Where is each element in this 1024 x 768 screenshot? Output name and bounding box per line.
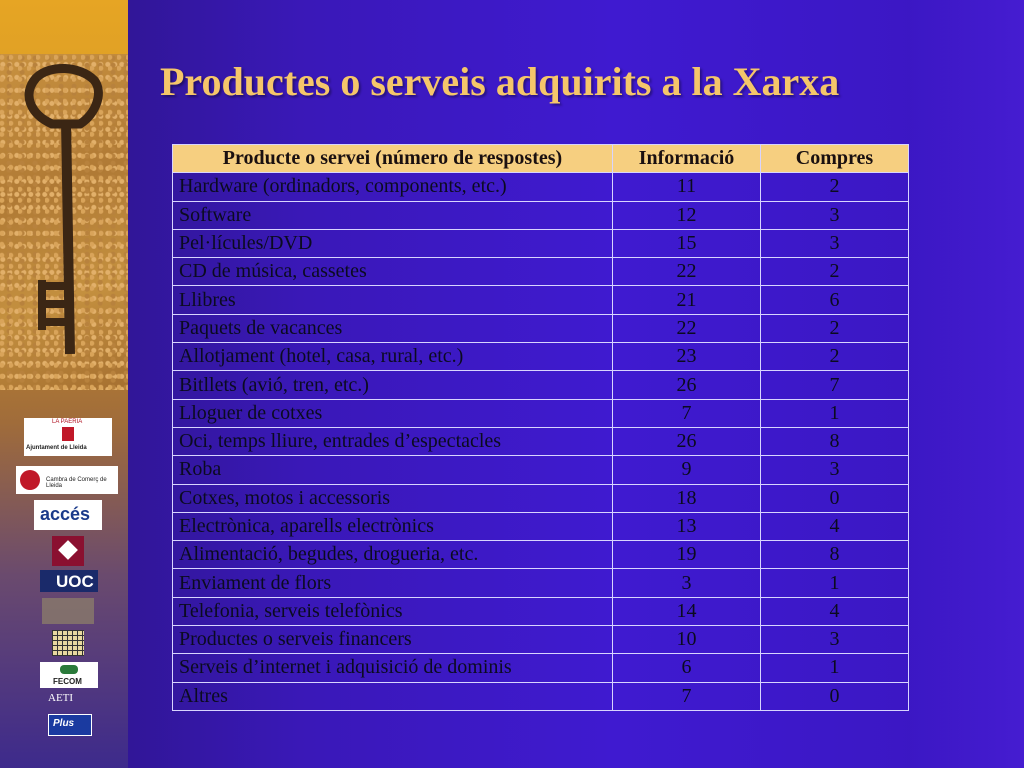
- table-row: [173, 201, 909, 229]
- header-informacio: Informació: [613, 145, 761, 173]
- informacio-cell: 21: [613, 286, 761, 314]
- table-row: [173, 456, 909, 484]
- table-row: [173, 343, 909, 371]
- table-row: [173, 682, 909, 710]
- informacio-cell: 26: [613, 371, 761, 399]
- informacio-cell: 9: [613, 456, 761, 484]
- slide-title: Productes o serveis adquirits a la Xarxa: [160, 59, 840, 104]
- product-cell: Oci, temps lliure, entrades d’espectacles: [173, 427, 613, 455]
- table-row: [173, 371, 909, 399]
- product-cell: Pel·lícules/DVD: [173, 229, 613, 257]
- background-glow: [910, 0, 1024, 768]
- table-row: [173, 484, 909, 512]
- table-header-row: [173, 145, 909, 173]
- product-cell: Alimentació, begudes, drogueria, etc.: [173, 541, 613, 569]
- table-row: [173, 512, 909, 540]
- building-logo: [42, 598, 94, 624]
- compres-cell: 2: [761, 343, 909, 371]
- product-cell: Enviament de flors: [173, 569, 613, 597]
- informacio-cell: 22: [613, 258, 761, 286]
- product-cell: Hardware (ordinadors, components, etc.): [173, 173, 613, 201]
- compres-cell: 4: [761, 597, 909, 625]
- informacio-cell: 7: [613, 399, 761, 427]
- informacio-cell: 7: [613, 682, 761, 710]
- cambra-emblem-icon: [20, 470, 40, 490]
- uoc-logo: UOC: [40, 570, 98, 592]
- informacio-cell: 15: [613, 229, 761, 257]
- compres-cell: 4: [761, 512, 909, 540]
- crest-diamond-icon: [58, 540, 78, 560]
- product-cell: Altres: [173, 682, 613, 710]
- products-table: [172, 144, 909, 711]
- product-cell: Lloguer de cotxes: [173, 399, 613, 427]
- table-row: [173, 314, 909, 342]
- table-row: [173, 626, 909, 654]
- compres-cell: 1: [761, 654, 909, 682]
- product-cell: Bitllets (avió, tren, etc.): [173, 371, 613, 399]
- product-cell: Telefonia, serveis telefònics: [173, 597, 613, 625]
- compres-cell: 3: [761, 456, 909, 484]
- compres-cell: 3: [761, 626, 909, 654]
- product-cell: Serveis d’internet i adquisició de dominis: [173, 654, 613, 682]
- compres-cell: 1: [761, 399, 909, 427]
- crest-logo: [52, 536, 84, 566]
- table-row: [173, 286, 909, 314]
- grid-logo: [52, 630, 84, 656]
- product-cell: Paquets de vacances: [173, 314, 613, 342]
- key-photo: [0, 54, 128, 390]
- informacio-cell: 14: [613, 597, 761, 625]
- compres-cell: 8: [761, 427, 909, 455]
- product-cell: Software: [173, 201, 613, 229]
- compres-cell: 7: [761, 371, 909, 399]
- cambra-de-comerc-de-lleida-logo: Cambra de Comerç de Lleida: [16, 466, 118, 494]
- informacio-cell: 19: [613, 541, 761, 569]
- table-row: [173, 569, 909, 597]
- informacio-cell: 11: [613, 173, 761, 201]
- table-row: [173, 654, 909, 682]
- informacio-cell: 18: [613, 484, 761, 512]
- compres-cell: 0: [761, 484, 909, 512]
- product-cell: Productes o serveis financers: [173, 626, 613, 654]
- compres-cell: 6: [761, 286, 909, 314]
- product-cell: Llibres: [173, 286, 613, 314]
- acces-logo: accés: [34, 500, 102, 530]
- plus-logo: Plus: [48, 714, 92, 736]
- table-row: [173, 541, 909, 569]
- compres-cell: 8: [761, 541, 909, 569]
- fecom-logo: FECOM: [40, 662, 98, 688]
- informacio-cell: 3: [613, 569, 761, 597]
- compres-cell: 3: [761, 201, 909, 229]
- informacio-cell: 6: [613, 654, 761, 682]
- table-row: [173, 597, 909, 625]
- compres-cell: 2: [761, 314, 909, 342]
- table-row: [173, 229, 909, 257]
- product-cell: CD de música, cassetes: [173, 258, 613, 286]
- left-decor-strip: [0, 0, 128, 768]
- product-cell: Electrònica, aparells electrònics: [173, 512, 613, 540]
- crest-icon: [62, 427, 74, 441]
- compres-cell: 2: [761, 173, 909, 201]
- header-compres: Compres: [761, 145, 909, 173]
- product-cell: Roba: [173, 456, 613, 484]
- compres-cell: 0: [761, 682, 909, 710]
- compres-cell: 1: [761, 569, 909, 597]
- informacio-cell: 22: [613, 314, 761, 342]
- table-row: [173, 173, 909, 201]
- table-row: [173, 399, 909, 427]
- table-row: [173, 258, 909, 286]
- product-cell: Allotjament (hotel, casa, rural, etc.): [173, 343, 613, 371]
- informacio-cell: 13: [613, 512, 761, 540]
- compres-cell: 3: [761, 229, 909, 257]
- informacio-cell: 10: [613, 626, 761, 654]
- compres-cell: 2: [761, 258, 909, 286]
- product-cell: Cotxes, motos i accessoris: [173, 484, 613, 512]
- table-row: [173, 427, 909, 455]
- informacio-cell: 12: [613, 201, 761, 229]
- aeti-logo: AETI: [48, 692, 74, 704]
- informacio-cell: 26: [613, 427, 761, 455]
- informacio-cell: 23: [613, 343, 761, 371]
- la-paeria-ajuntament-de-lleida-logo: LA PAERIA Ajuntament de Lleida: [24, 418, 112, 456]
- key-icon: [0, 54, 128, 390]
- fecom-dots-icon: [60, 665, 78, 674]
- header-product: Producte o servei (número de respostes): [173, 145, 613, 173]
